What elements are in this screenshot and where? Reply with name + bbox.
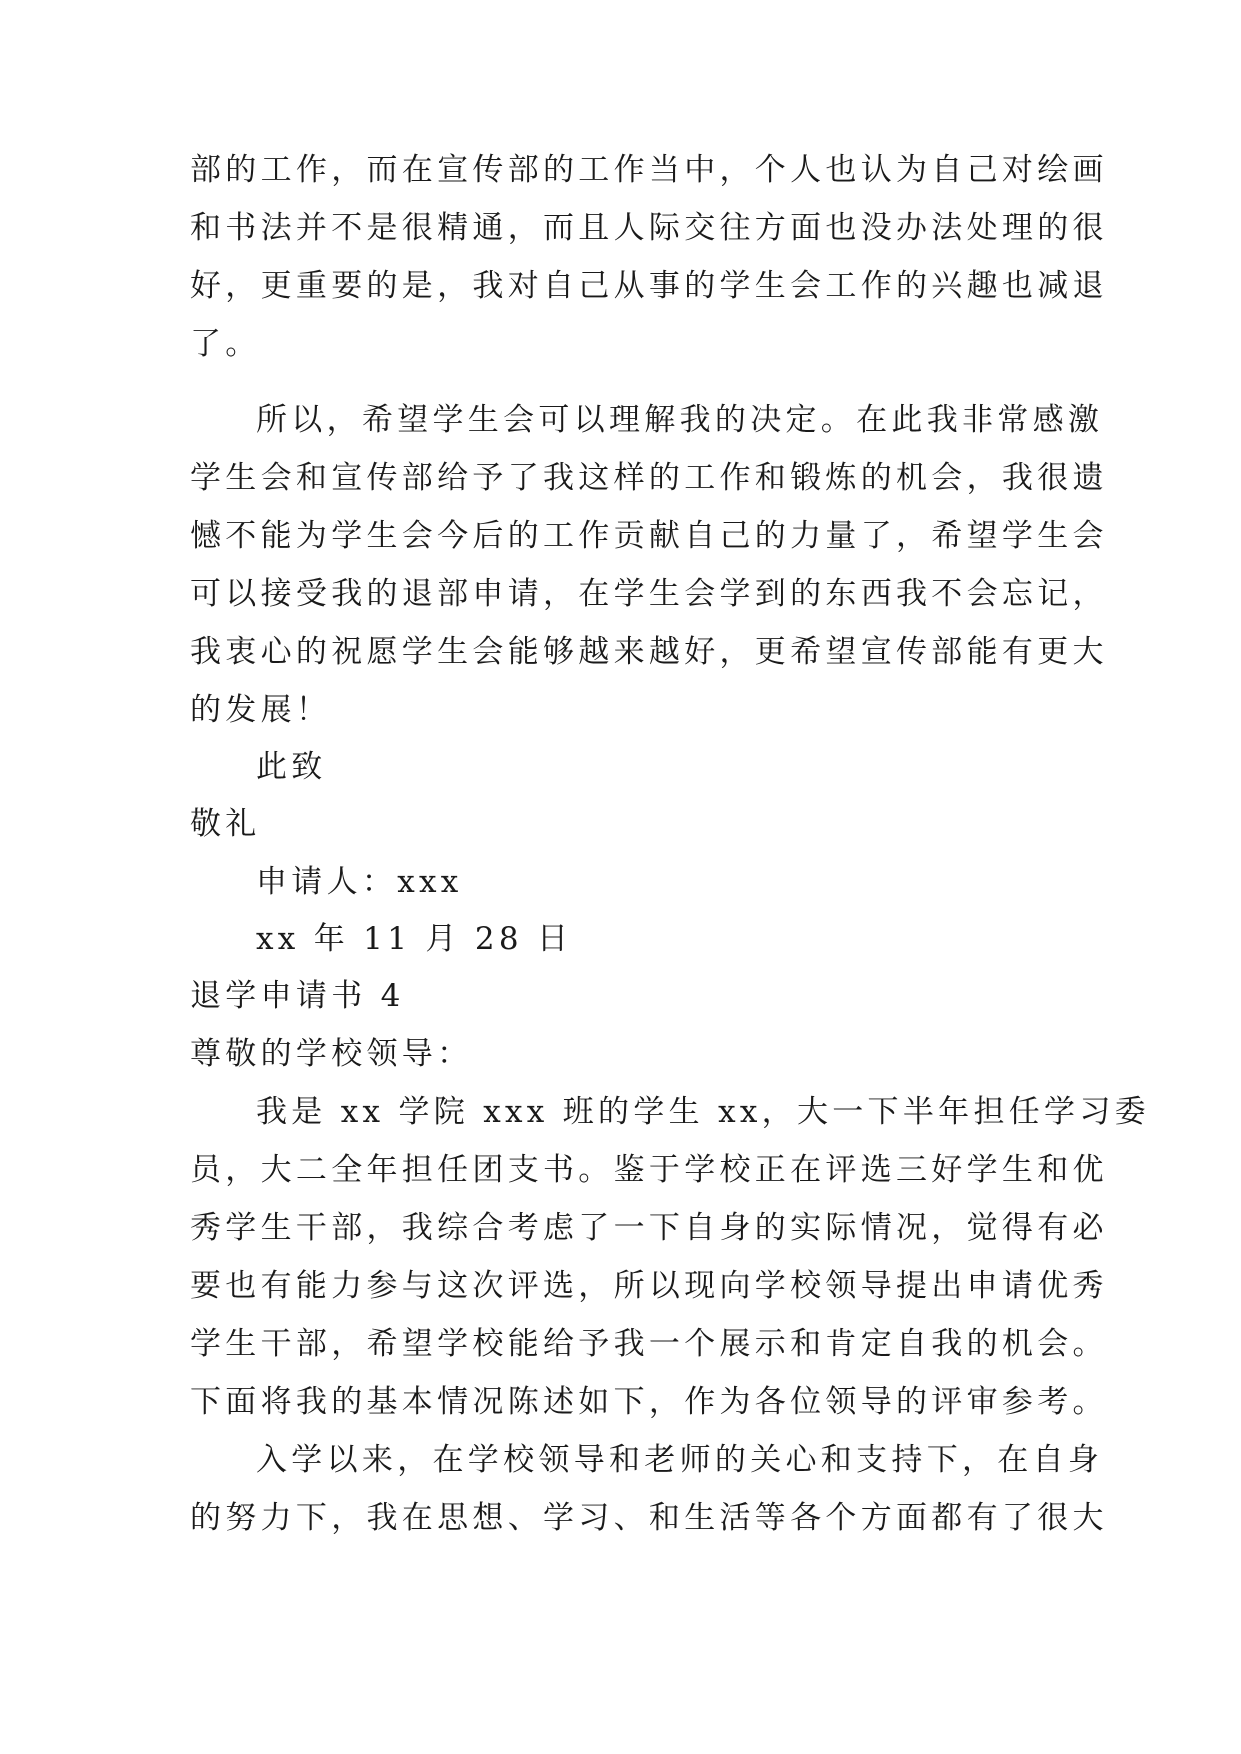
- letter-greeting: 尊敬的学校领导：: [190, 1036, 473, 1072]
- paragraph-line: 憾不能为学生会今后的工作贡献自己的力量了，希望学生会: [190, 518, 1108, 554]
- applicant-signature: 申请人：xxx: [256, 864, 463, 900]
- paragraph-line: 部的工作，而在宣传部的工作当中，个人也认为自己对绘画: [190, 152, 1108, 188]
- paragraph-line: 学生干部，希望学校能给予我一个展示和肯定自我的机会。: [190, 1326, 1108, 1362]
- paragraph-line: 和书法并不是很精通，而且人际交往方面也没办法处理的很: [190, 210, 1108, 246]
- application-date: xx 年 11 月 28 日: [256, 921, 573, 957]
- paragraph-line: 员，大二全年担任团支书。鉴于学校正在评选三好学生和优: [190, 1152, 1108, 1188]
- paragraph-line: 的发展！: [190, 692, 332, 728]
- closing-regards: 敬礼: [190, 806, 261, 842]
- paragraph-line: 我是 xx 学院 xxx 班的学生 xx，大一下半年担任学习委: [256, 1094, 1150, 1130]
- paragraph-line: 秀学生干部，我综合考虑了一下自身的实际情况，觉得有必: [190, 1210, 1108, 1246]
- paragraph-line: 了。: [190, 326, 261, 362]
- paragraph-line: 可以接受我的退部申请，在学生会学到的东西我不会忘记，: [190, 576, 1108, 612]
- section-heading: 退学申请书 4: [190, 978, 405, 1014]
- closing-salutation: 此致: [256, 749, 327, 785]
- paragraph-line: 下面将我的基本情况陈述如下，作为各位领导的评审参考。: [190, 1384, 1108, 1420]
- paragraph-line: 要也有能力参与这次评选，所以现向学校领导提出申请优秀: [190, 1268, 1108, 1304]
- paragraph-line: 所以，希望学生会可以理解我的决定。在此我非常感激: [256, 402, 1104, 438]
- paragraph-line: 我衷心的祝愿学生会能够越来越好，更希望宣传部能有更大: [190, 634, 1108, 670]
- paragraph-line: 学生会和宣传部给予了我这样的工作和锻炼的机会，我很遗: [190, 460, 1108, 496]
- paragraph-line: 入学以来，在学校领导和老师的关心和支持下，在自身: [256, 1442, 1104, 1478]
- paragraph-line: 的努力下，我在思想、学习、和生活等各个方面都有了很大: [190, 1500, 1108, 1536]
- paragraph-line: 好，更重要的是，我对自己从事的学生会工作的兴趣也减退: [190, 268, 1108, 304]
